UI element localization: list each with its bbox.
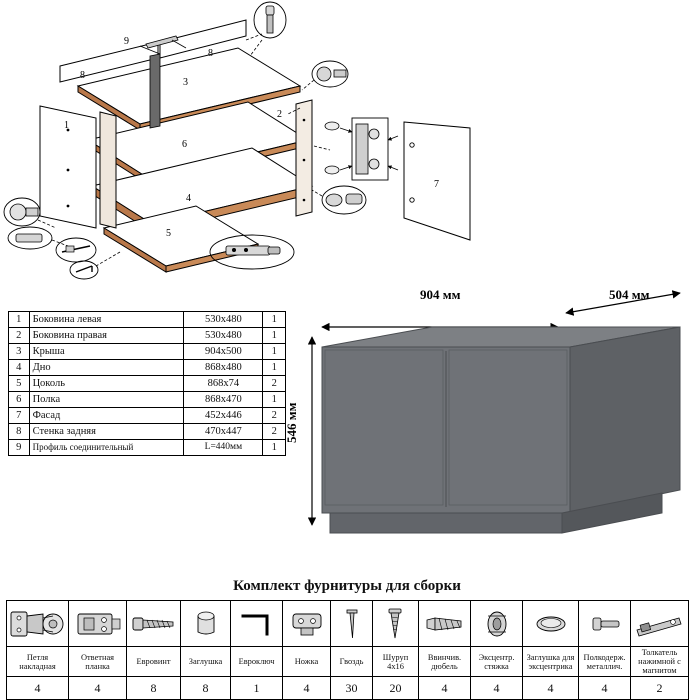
height-dimension-label: 546 мм bbox=[284, 402, 299, 443]
table-row bbox=[9, 392, 286, 408]
hardware-name: Ножка bbox=[283, 647, 331, 677]
hardware-kit-title: Комплект фурнитуры для сборки bbox=[233, 578, 461, 594]
part-number: 5 bbox=[9, 376, 30, 392]
width-dimension-label: 904 мм bbox=[420, 287, 461, 302]
part-size: 452х446 bbox=[184, 408, 263, 424]
hardware-icon-row bbox=[7, 601, 689, 647]
cabinet-plinth bbox=[330, 513, 562, 533]
callout-4: 4 bbox=[186, 193, 191, 204]
hardware-name: Ввинчив. дюбель bbox=[419, 647, 471, 677]
hinge-icon bbox=[7, 601, 69, 647]
hardware-kit-table bbox=[6, 600, 689, 700]
hardware-count: 4 bbox=[7, 677, 69, 700]
part-qty: 2 bbox=[263, 376, 286, 392]
hardware-name-spec: 4х16 bbox=[387, 661, 404, 671]
part-qty: 1 bbox=[263, 392, 286, 408]
table-row bbox=[9, 376, 286, 392]
hardware-name-row bbox=[7, 647, 689, 677]
hardware-count-row bbox=[7, 677, 689, 700]
part-qty: 1 bbox=[263, 360, 286, 376]
euro-key-icon bbox=[231, 601, 283, 647]
part-name: Полка bbox=[29, 392, 184, 408]
part-qty: 2 bbox=[263, 424, 286, 440]
parts-list-table bbox=[8, 311, 286, 456]
cam-lock-icon bbox=[471, 601, 523, 647]
nail-icon bbox=[331, 601, 373, 647]
table-row bbox=[9, 328, 286, 344]
hinge-plate-icon bbox=[69, 601, 127, 647]
part-size: 904х500 bbox=[184, 344, 263, 360]
cabinet-body bbox=[322, 327, 680, 533]
hardware-name: Евровинт bbox=[127, 647, 181, 677]
part-name: Цоколь bbox=[29, 376, 184, 392]
callout-8b: 8 bbox=[208, 48, 213, 59]
part-name: Боковина левая bbox=[29, 312, 184, 328]
hardware-name: Полкодерж. металлич. bbox=[579, 647, 631, 677]
part-size: 868х74 bbox=[184, 376, 263, 392]
hardware-name-text: Шуруп bbox=[382, 652, 409, 662]
part-number: 8 bbox=[9, 424, 30, 440]
hardware-name: Заглушка для эксцентрика bbox=[523, 647, 579, 677]
screw-icon bbox=[373, 601, 419, 647]
hardware-count: 8 bbox=[127, 677, 181, 700]
hardware-count: 4 bbox=[523, 677, 579, 700]
callout-8a: 8 bbox=[80, 70, 85, 81]
detail-euro-screw bbox=[250, 2, 286, 56]
hardware-name: Ответная планка bbox=[69, 647, 127, 677]
hardware-count: 4 bbox=[69, 677, 127, 700]
callout-1: 1 bbox=[64, 120, 69, 131]
hardware-name: Петля накладная bbox=[7, 647, 69, 677]
hardware-name: Эксцентр. стяжка bbox=[471, 647, 523, 677]
part-qty: 1 bbox=[263, 312, 286, 328]
hardware-name: Гвоздь bbox=[331, 647, 373, 677]
part-number: 2 bbox=[9, 328, 30, 344]
part-name: Стенка задняя bbox=[29, 424, 184, 440]
part-name: Фасад bbox=[29, 408, 184, 424]
detail-cam-dowel bbox=[312, 186, 366, 214]
part-number: 7 bbox=[9, 408, 30, 424]
hardware-count: 30 bbox=[331, 677, 373, 700]
hardware-count: 4 bbox=[419, 677, 471, 700]
part-qty: 2 bbox=[263, 408, 286, 424]
part-number: 6 bbox=[9, 392, 30, 408]
hardware-name: Евроключ bbox=[231, 647, 283, 677]
callout-2: 2 bbox=[277, 109, 282, 120]
hardware-count: 4 bbox=[283, 677, 331, 700]
detail-cam-lock bbox=[302, 61, 348, 90]
table-row bbox=[9, 344, 286, 360]
part-name: Крыша bbox=[29, 344, 184, 360]
part-name: Дно bbox=[29, 360, 184, 376]
hardware-name bbox=[373, 647, 419, 677]
part-size: 530х480 bbox=[184, 328, 263, 344]
part-number: 9 bbox=[9, 440, 30, 456]
part-name: Профиль соединительный bbox=[29, 440, 184, 456]
part-size: 868х470 bbox=[184, 392, 263, 408]
part-right-side bbox=[296, 100, 312, 216]
part-qty: 1 bbox=[263, 344, 286, 360]
part-left-side-inner bbox=[100, 112, 116, 228]
table-row bbox=[9, 408, 286, 424]
hardware-name: Заглушка bbox=[181, 647, 231, 677]
part-name: Боковина правая bbox=[29, 328, 184, 344]
table-row bbox=[9, 360, 286, 376]
cabinet-3d-view bbox=[300, 285, 694, 565]
hardware-count: 1 bbox=[231, 677, 283, 700]
hardware-count: 8 bbox=[181, 677, 231, 700]
depth-dimension-label: 504 мм bbox=[609, 287, 650, 302]
cam-cap-icon bbox=[523, 601, 579, 647]
foot-icon bbox=[283, 601, 331, 647]
table-row bbox=[9, 440, 286, 456]
euro-screw-icon bbox=[127, 601, 181, 647]
part-size: 470х447 bbox=[184, 424, 263, 440]
callout-3: 3 bbox=[183, 77, 188, 88]
callout-5: 5 bbox=[166, 228, 171, 239]
hardware-count: 20 bbox=[373, 677, 419, 700]
table-row bbox=[9, 424, 286, 440]
dowel-icon bbox=[419, 601, 471, 647]
part-number: 4 bbox=[9, 360, 30, 376]
magnet-catch-icon bbox=[631, 601, 689, 647]
part-divider-board bbox=[150, 54, 160, 128]
part-size: 868х480 bbox=[184, 360, 263, 376]
cap-icon bbox=[181, 601, 231, 647]
callout-9: 9 bbox=[124, 36, 129, 47]
table-row bbox=[9, 312, 286, 328]
callout-7: 7 bbox=[434, 179, 439, 190]
hardware-count: 2 bbox=[631, 677, 689, 700]
detail-shelf-support bbox=[8, 227, 68, 249]
part-qty: 1 bbox=[263, 328, 286, 344]
hardware-count: 4 bbox=[471, 677, 523, 700]
detail-euro-key bbox=[70, 252, 120, 279]
part-number: 3 bbox=[9, 344, 30, 360]
callout-6: 6 bbox=[182, 139, 187, 150]
exploded-assembly-diagram bbox=[0, 0, 694, 285]
shelf-support-icon bbox=[579, 601, 631, 647]
detail-magnet-catch bbox=[56, 238, 96, 262]
part-number: 1 bbox=[9, 312, 30, 328]
hinge-detail-group bbox=[325, 118, 398, 180]
part-qty: 1 bbox=[263, 440, 286, 456]
part-size: L=440мм bbox=[184, 440, 263, 456]
hardware-name: Толкатель нажимной с магнитом bbox=[631, 647, 689, 677]
hardware-count: 4 bbox=[579, 677, 631, 700]
part-size: 530х480 bbox=[184, 312, 263, 328]
